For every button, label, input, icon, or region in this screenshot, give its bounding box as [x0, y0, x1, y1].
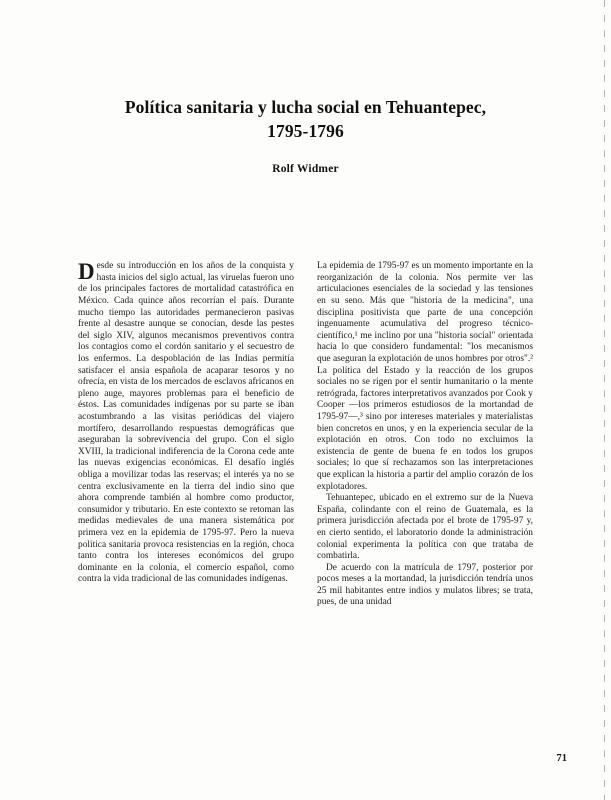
- page-number: 71: [556, 753, 567, 764]
- title-line-1: Política sanitaria y lucha social en Tehuantepec,: [124, 97, 487, 117]
- paragraph: [78, 261, 294, 586]
- page-title: [78, 96, 533, 143]
- article-content: [78, 96, 533, 609]
- two-column-body: [78, 261, 533, 609]
- paragraph: Tehuantepec, ubicado en el extremo sur de la Nueva España, colindante con el reino de Guatemala, es la primera jurisdicción afectada por el brote de 1795-97 y, en cierto sentido, el laboratorio donde la administración colonial experimenta la política con que trataba de combatirla.: [317, 493, 533, 562]
- paragraph: De acuerdo con la matrícula de 1797, posterior por pocos meses a la mortandad, la jurisdicción tendría unos 25 mil habitantes entre indios y mulatos libres; se trata, pues, de una unidad: [317, 562, 533, 608]
- paragraph-text: esde su introducción en los años de la conquista y hasta inicios del siglo actual, las viruelas fueron uno de los principales factores de mortalidad catastrófica en México. Cada quince años recorrían el país. Durante mucho tiempo las autoridades permanecieron pasivas frente al desastre aunque se conocían, desde las pestes del siglo XIV, algunos mecanismos preventivos contra los contagios como el cordón sanitario y el secuestro de los enfermos. La despoblación de las Indias permitía satisfacer el ansia española de acaparar tesoros y no ofrecía, en vista de los mercados de esclavos africanos en pleno auge, mayores problemas para el beneficio de éstos. Las comunidades indígenas por su parte se iban acostumbrando a las visitas periódicas del viajero mortífero, desarrollando respuestas demográficas que aseguraban la sobrevivencia del grupo. Con el siglo XVIII, la tradicional indiferencia de la Corona cede ante las nuevas exigencias económicas. El desafío inglés obliga a movilizar todas las reservas; el interés ya no se centra exclusivamente en la tierra del indio sino que ahora comprende también al hombre como productor, consumidor y tributario. En este contexto se retoman las medidas medievales de una manera sistemática por primera vez en la epidemia de 1795-97. Pero la nueva política sanitaria provoca resistencias en la región, choca tanto contra los intereses económicos del grupo dominante en la colonia, el comercio español, como contra la vida tradicional de las comunidades indígenas.: [78, 261, 294, 585]
- column-left: [78, 261, 294, 586]
- title-line-2: 1795-1796: [267, 120, 344, 141]
- column-right: [317, 261, 533, 609]
- author-byline: Rolf Widmer: [272, 163, 339, 176]
- paragraph: La epidemia de 1795-97 es un momento importante en la reorganización de la colonia. Nos permite ver las articulaciones esenciales de la sociedad y las tensiones en su seno. Más que "historia de la medicina", una disciplina positivista que parte de una concepción ingenuamente acumulativa del progreso técnico-científico,¹ me inclino por una "historia social" orientada hacia lo que considero fundamental: "los mecanismos que aseguran la explotación de unos hombres por otros".² La política del Estado y la reacción de los grupos sociales no se rigen por el sentir humanitario o la mente retrógrada, factores interpretativos avanzados por Cook y Cooper —los primeros estudiosos de la mortandad de 1795-97—,³ sino por intereses materiales y materialistas bien concretos en unos, y en la experiencia secular de la explotación en otros. Con todo no excluimos la existencia de gente de buena fe en todos los grupos sociales; lo que sí rechazamos son las interpretaciones que explican la historia a partir del amplio corazón de los explotadores.: [317, 261, 533, 492]
- scan-crop-marks: [604, 0, 605, 800]
- drop-cap-letter: D: [78, 259, 95, 285]
